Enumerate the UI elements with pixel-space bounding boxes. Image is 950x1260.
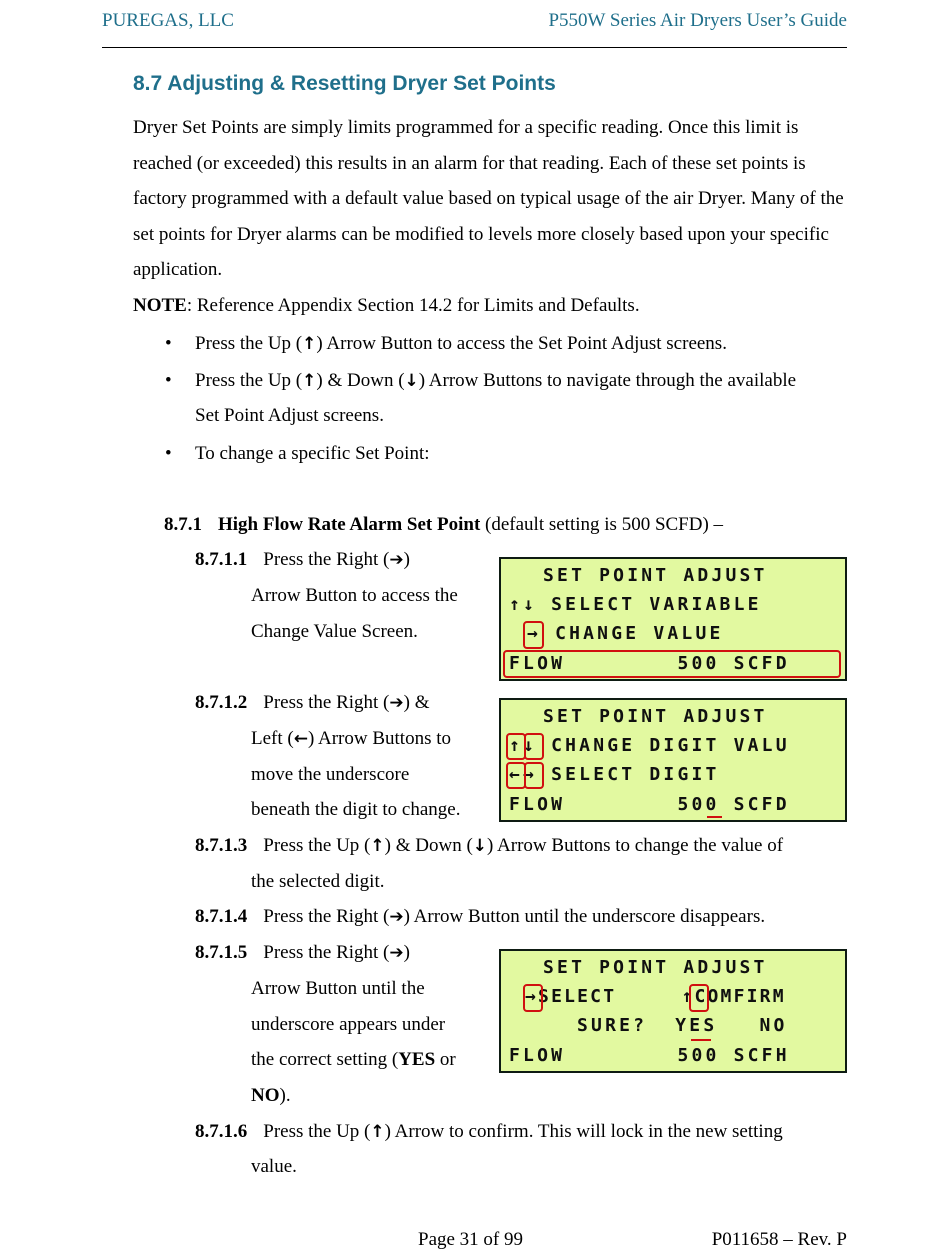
down-arrow-icon: ↓ [404, 371, 419, 391]
lcd-line: SET POINT ADJUST [543, 565, 768, 586]
lcd-line: ↑↓ SELECT VARIABLE [509, 594, 762, 615]
step-1-line-2: Arrow Button to access the [251, 585, 458, 606]
subsection-number: 8.7.1 [164, 514, 202, 535]
left-arrow-icon: ← [293, 729, 308, 749]
highlight-box [524, 733, 544, 760]
subsection-heading [164, 507, 723, 543]
bullet-symbol: • [165, 370, 172, 391]
right-arrow-icon: ➔ [389, 550, 404, 570]
lcd-line: → CHANGE VALUE [527, 623, 724, 644]
step-5-line-4: the correct setting (YES or [251, 1049, 456, 1070]
bullet-1: Press the Up (↑) Arrow Button to access the Set Point Adjust screens. [195, 333, 727, 354]
digit-underscore [707, 816, 722, 818]
lcd-line: FLOW 500 SCFD [509, 794, 790, 815]
subsection-title: High Flow Rate Alarm Set Point [218, 514, 481, 535]
bullet-2-continued: Set Point Adjust screens. [195, 405, 384, 426]
step-3: 8.7.1.3 Press the Up (↑) & Down (↓) Arrow Buttons to change the value of [195, 835, 784, 856]
lcd-line: ↑↓ CHANGE DIGIT VALU [509, 735, 790, 756]
lcd-line: FLOW 500 SCFD [509, 653, 790, 674]
note-label: NOTE [133, 295, 187, 316]
page-number: Page 31 of 99 [418, 1229, 524, 1250]
step-6-line-2: value. [251, 1156, 297, 1177]
highlight-box [523, 984, 543, 1012]
step-1: 8.7.1.1 Press the Right (➔) [195, 549, 410, 570]
up-arrow-icon: ↑ [302, 371, 317, 391]
right-arrow-icon: ➔ [389, 693, 404, 713]
bullet-3: To change a specific Set Point: [195, 443, 430, 464]
up-arrow-icon: ↑ [370, 836, 385, 856]
step-1-line-3: Change Value Screen. [251, 621, 418, 642]
header-company: PUREGAS, LLC [102, 10, 234, 31]
bullet-symbol: • [165, 443, 172, 464]
up-arrow-icon: ↑ [302, 334, 317, 354]
lcd-screen-select-digit [499, 698, 847, 822]
step-3-line-2: the selected digit. [251, 871, 385, 892]
lcd-line: ←→ SELECT DIGIT [509, 764, 720, 785]
bullet-symbol: • [165, 333, 172, 354]
step-5: 8.7.1.5 Press the Right (➔) [195, 942, 410, 963]
step-2-line-4: beneath the digit to change. [251, 799, 461, 820]
step-5-line-5: NO). [251, 1085, 291, 1106]
lcd-line: FLOW 500 SCFH [509, 1045, 790, 1066]
highlight-box [506, 762, 526, 789]
step-5-line-3: underscore appears under [251, 1014, 446, 1035]
document-revision: P011658 – Rev. P [711, 1229, 847, 1250]
highlight-box [503, 650, 841, 678]
subsection-note: (default setting is 500 SCFD) – [480, 514, 724, 535]
lcd-screen-confirm [499, 949, 847, 1073]
section-title: 8.7 Adjusting & Resetting Dryer Set Points [133, 72, 556, 95]
intro-paragraph: Dryer Set Points are simply limits programmed for a specific reading. Once this limit is reached (or exceeded) this results in an alarm for that reading. Each of these set points is factory programmed with a default value based on typical usage of the air Dryer. Many of the set points for Dryer alarms can be modified to levels more closely based upon your specific application. [133, 117, 844, 280]
step-2-line-2: Left (←) Arrow Buttons to [251, 728, 452, 749]
yes-underscore [691, 1039, 711, 1041]
highlight-box [524, 762, 544, 789]
highlight-box [506, 733, 526, 760]
lcd-line: SET POINT ADJUST [543, 706, 768, 727]
down-arrow-icon: ↓ [472, 836, 488, 856]
right-arrow-icon: ➔ [389, 907, 404, 927]
lcd-line: SURE? YES NO [577, 1015, 788, 1036]
step-4: 8.7.1.4 Press the Right (➔) Arrow Button until the underscore disappears. [195, 906, 766, 927]
highlight-box [523, 621, 544, 649]
right-arrow-icon: ➔ [389, 943, 404, 963]
header-guide-title: P550W Series Air Dryers User’s Guide [548, 10, 847, 31]
lcd-screen-change-value [499, 557, 847, 681]
note-text: : Reference Appendix Section 14.2 for Limits and Defaults. [186, 295, 640, 316]
lcd-line: →SELECT ↑COMFIRM [525, 986, 786, 1007]
note-line [133, 288, 640, 324]
header-rule [102, 47, 847, 48]
step-6: 8.7.1.6 Press the Up (↑) Arrow to confirm. This will lock in the new setting [195, 1121, 783, 1142]
up-arrow-icon: ↑ [370, 1122, 385, 1142]
step-2: 8.7.1.2 Press the Right (➔) & [195, 692, 430, 713]
step-2-line-3: move the underscore [251, 764, 410, 785]
step-5-line-2: Arrow Button until the [251, 978, 425, 999]
highlight-box [689, 984, 709, 1012]
bullet-2: Press the Up (↑) & Down (↓) Arrow Buttons to navigate through the available [195, 370, 797, 391]
lcd-line: SET POINT ADJUST [543, 957, 768, 978]
